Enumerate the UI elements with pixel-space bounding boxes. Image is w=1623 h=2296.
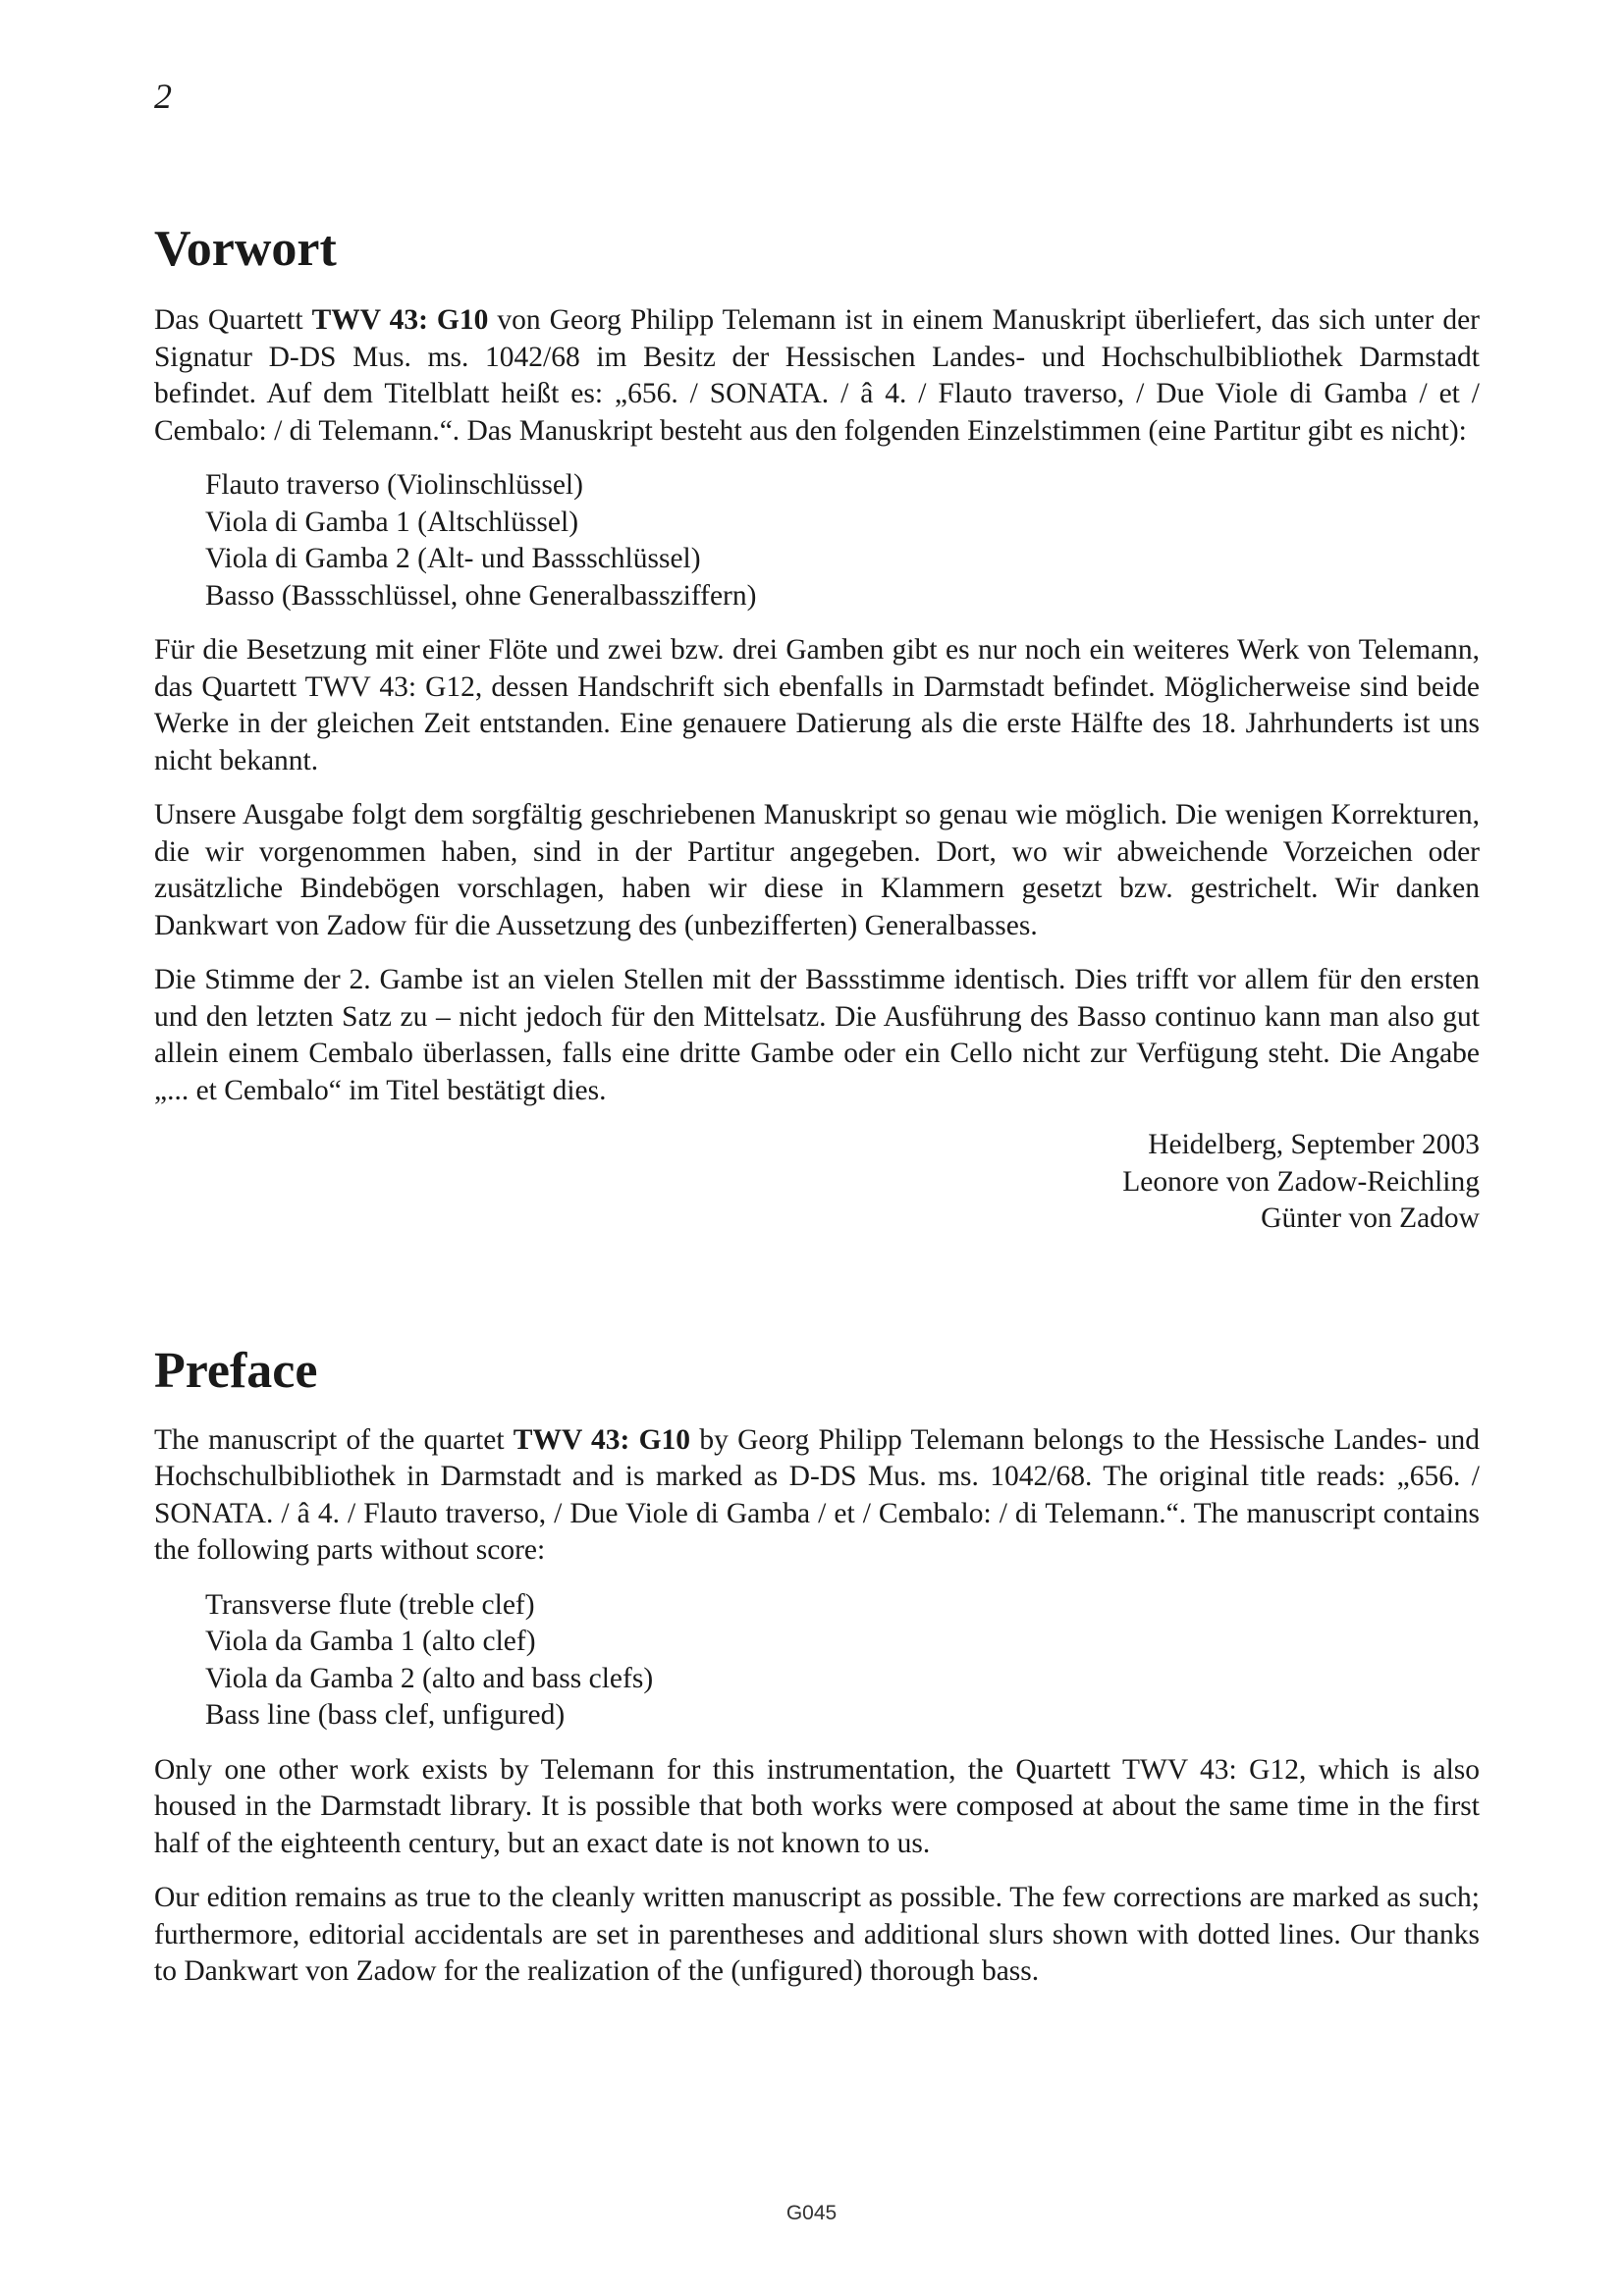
list-item: Viola da Gamba 2 (alto and bass clefs) [205,1662,654,1694]
preface-work-id: TWV 43: G10 [513,1423,691,1456]
signature-block [154,1127,1480,1238]
signature-place-date: Heidelberg, September 2003 [1148,1129,1480,1160]
list-item: Transverse flute (treble clef) [205,1588,535,1621]
preface-heading: Preface [154,1342,318,1399]
preface-parts-list [205,1587,1480,1735]
vorwort-section [154,218,1480,1238]
catalog-code: G045 [785,2202,838,2224]
list-item: Flauto traverso (Violinschlüssel) [205,469,583,501]
preface-section [154,1340,1480,1991]
preface-p1-text-b: by Georg Philipp Telemann belongs to the Hessische Landes- und Hochschulbibliothek in Darmstadt and is marked as D-DS Mus. ms. 1042/68. The original title reads: „656. / SONATA. / â 4. / Flauto traverso, / Due Viole di Gamba / et / Cembalo: / di Telemann.“. The manuscript contains the following parts without score: [154,1423,1480,1566]
preface-paragraph-2: Only one other work exists by Telemann for this instrumentation, the Quartett TWV 43: G12, which is also housed in the Darmstadt library. It is possible that both works were composed at about the same time in the first half of the eighteenth century, but an exact date is not known to us. [154,1753,1480,1859]
vorwort-work-id: TWV 43: G10 [311,304,489,336]
vorwort-p1-text-a: Das Quartett [154,304,312,336]
document-body [154,218,1480,2008]
list-item: Viola di Gamba 2 (Alt- und Bassschlüssel) [205,543,701,574]
list-item: Basso (Bassschlüssel, ohne Generalbassziffern) [205,579,757,612]
signature-author-1: Leonore von Zadow-Reichling [1122,1165,1480,1198]
page-number: 2 [154,77,172,116]
vorwort-p1-text-b: von Georg Philipp Telemann ist in einem Manuskript überliefert, das sich unter der Signatur D-DS Mus. ms. 1042/68 im Besitz der Hessischen Landes- und Hochschulbibliothek Darmstadt befindet. Auf dem Titelblatt heißt es: „656. / SONATA. / â 4. / Flauto traverso, / Due Viole di Gamba / et / Cembalo: / di Telemann.“. Das Manuskript besteht aus den folgenden Einzelstimmen (eine Partitur gibt es nicht): [154,304,1481,447]
vorwort-paragraph-2: Für die Besetzung mit einer Flöte und zwei bzw. drei Gamben gibt es nur noch ein weiteres Werk von Telemann, das Quartett TWV 43: G12, dessen Handschrift sich ebenfalls in Darmstadt befindet. Möglicherweise sind beide Werke in der gleichen Zeit entstanden. Eine genauere Datierung als die erste Hälfte des 18. Jahrhunderts ist uns nicht bekannt. [154,634,1480,776]
list-item: Viola da Gamba 1 (alto clef) [205,1626,536,1657]
vorwort-paragraph-1 [154,302,1480,450]
list-item: Viola di Gamba 1 (Altschlüssel) [205,506,579,538]
preface-paragraph-1 [154,1422,1480,1570]
preface-p1-text-a: The manuscript of the quartet [154,1423,514,1456]
vorwort-paragraph-4: Die Stimme der 2. Gambe ist an vielen Stellen mit der Bassstimme identisch. Dies trifft vor allem für den ersten und den letzten Satz zu – nicht jedoch für den Mittelsatz. Die Ausführung des Basso continuo kann man also gut allein einem Cembalo überlassen, falls eine dritte Gambe oder ein Cello nicht zur Verfügung steht. Die Angabe „... et Cembalo“ im Titel bestätigt dies. [154,964,1480,1106]
vorwort-paragraph-3: Unsere Ausgabe folgt dem sorgfältig geschriebenen Manuskript so genau wie möglich. Die wenigen Korrekturen, die wir vorgenommen haben, sind in der Partitur angegeben. Dort, wo wir abweichende Vorzeichen oder zusätzliche Bindebögen vorschlagen, haben wir diese in Klammern gesetzt bzw. gestrichelt. Wir danken Dankwart von Zadow für die Aussetzung des (unbezifferten) Generalbasses. [154,799,1480,941]
signature-author-2: Günter von Zadow [1261,1202,1480,1234]
vorwort-parts-list [205,467,1480,614]
list-item: Bass line (bass clef, unfigured) [205,1699,566,1731]
preface-paragraph-3: Our edition remains as true to the cleanly written manuscript as possible. The few corrections are marked as such; furthermore, editorial accidentals are set in parentheses and additional slurs shown with dotted lines. Our thanks to Dankwart von Zadow for the realization of the (unfigured) thorough bass. [154,1882,1480,1987]
vorwort-heading: Vorwort [154,221,337,277]
